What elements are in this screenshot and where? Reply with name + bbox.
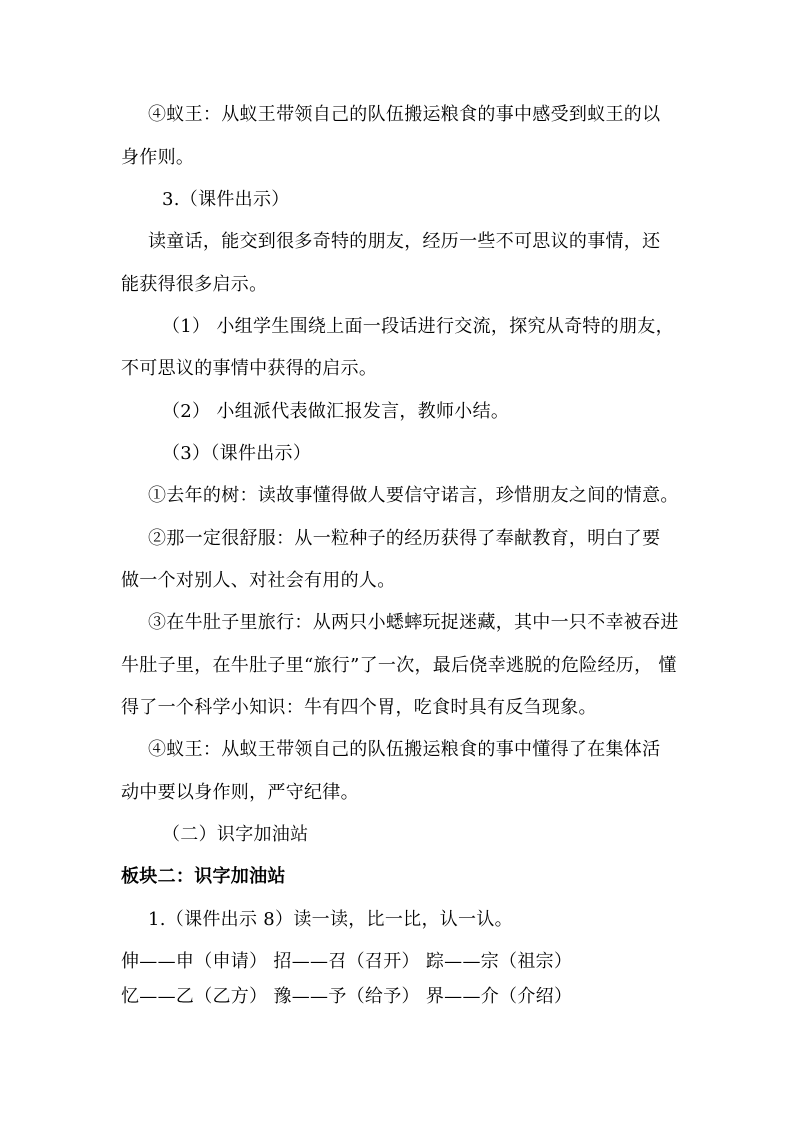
- char-compare-row: 忆——乙（乙方） 豫——予（给予） 界——介（介绍）: [121, 986, 573, 1007]
- char-compare-row: 伸——申（申请） 招——召（召开） 踪——宗（祖宗）: [121, 951, 573, 972]
- paragraph-line: ③在牛肚子里旅行：从两只小蟋蟀玩捉迷藏，其中一只不幸被吞进: [148, 612, 679, 633]
- paragraph-line: 身作则。: [121, 147, 195, 168]
- paragraph-line: ④蚁王：从蚁王带领自己的队伍搬运粮食的事中懂得了在集体活: [148, 739, 661, 760]
- paragraph-line: 得了一个科学小知识：牛有四个胃，吃食时具有反刍现象。: [121, 697, 597, 718]
- paragraph-line: 不可思议的事情中获得的启示。: [121, 358, 378, 379]
- section-heading: 板块二：识字加油站: [121, 866, 286, 887]
- paragraph-line: 做一个对别人、对社会有用的人。: [121, 570, 396, 591]
- paragraph-line: ②那一定很舒服：从一粒种子的经历获得了奉献教育，明白了要: [148, 528, 661, 549]
- paragraph-line: 读童话，能交到很多奇特的朋友，经历一些不可思议的事情，还: [148, 231, 661, 252]
- paragraph-line: 牛肚子里，在牛肚子里“旅行”了一次，最后侥幸逃脱的危险经历， 懂: [121, 655, 677, 676]
- paragraph-line: 1.（课件出示 8）读一读，比一比，认一认。: [148, 909, 513, 930]
- paragraph-line: 3.（课件出示）: [162, 189, 290, 210]
- paragraph-line: 动中要以身作则，严守纪律。: [121, 782, 359, 803]
- paragraph-line: ④蚁王：从蚁王带领自己的队伍搬运粮食的事中感受到蚁王的以: [148, 104, 661, 125]
- paragraph-line: ①去年的树：读故事懂得做人要信守诺言，珍惜朋友之间的情意。: [148, 485, 679, 506]
- paragraph-line: （2） 小组派代表做汇报发言，教师小结。: [162, 401, 510, 422]
- paragraph-line: 能获得很多启示。: [121, 274, 268, 295]
- subsection-heading: （二）识字加油站: [162, 824, 309, 845]
- paragraph-line: （3）（课件出示）: [162, 443, 312, 464]
- paragraph-line: （1） 小组学生围绕上面一段话进行交流，探究从奇特的朋友，: [162, 316, 674, 337]
